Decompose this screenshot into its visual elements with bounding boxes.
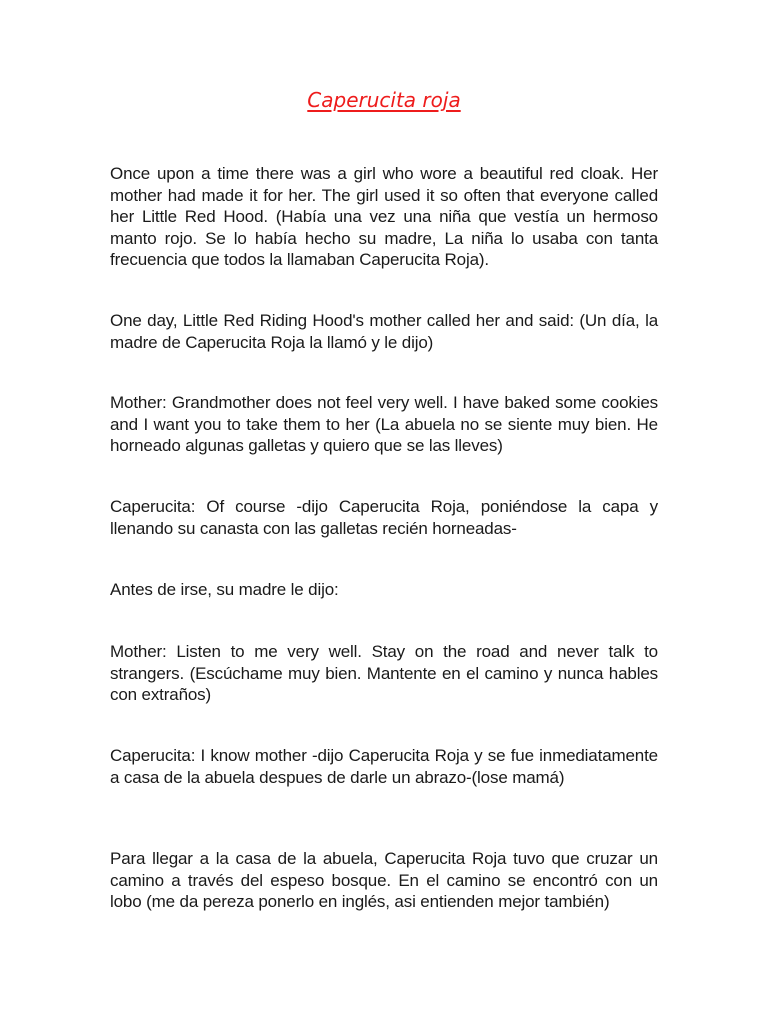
paragraph-4: Caperucita: Of course -dijo Caperucita Roja, poniéndose la capa y llenando su canasta con las galletas recién horneadas- bbox=[110, 497, 658, 538]
paragraph-6: Mother: Listen to me very well. Stay on the road and never talk to strangers. (Escúchame muy bien. Mantente en el camino y nunca hables con extraños) bbox=[110, 642, 658, 704]
paragraph-1: Once upon a time there was a girl who wore a beautiful red cloak. Her mother had made it for her. The girl used it so often that everyone called her Little Red Hood. (Había una vez una niña que vestía un hermoso manto rojo. Se lo había hecho su madre, La niña lo usaba con tanta frecuencia que todos la llamaban Caperucita Roja). bbox=[110, 164, 658, 269]
paragraph-5: Antes de irse, su madre le dijo: bbox=[110, 580, 339, 599]
document-title-text: Caperucita roja bbox=[307, 88, 461, 112]
paragraph-7: Caperucita: I know mother -dijo Caperucita Roja y se fue inmediatamente a casa de la abuela despues de darle un abrazo-(lose mamá) bbox=[110, 746, 658, 787]
paragraph-3: Mother: Grandmother does not feel very well. I have baked some cookies and I want you to take them to her (La abuela no se siente muy bien. He horneado algunas galletas y quiero que se las lleves) bbox=[110, 393, 658, 455]
document-title bbox=[0, 86, 768, 114]
paragraph-8: Para llegar a la casa de la abuela, Caperucita Roja tuvo que cruzar un camino a través del espeso bosque. En el camino se encontró con un lobo (me da pereza ponerlo en inglés, asi entienden mejor también) bbox=[110, 849, 658, 911]
paragraph-2: One day, Little Red Riding Hood's mother called her and said: (Un día, la madre de Caperucita Roja la llamó y le dijo) bbox=[110, 311, 658, 352]
